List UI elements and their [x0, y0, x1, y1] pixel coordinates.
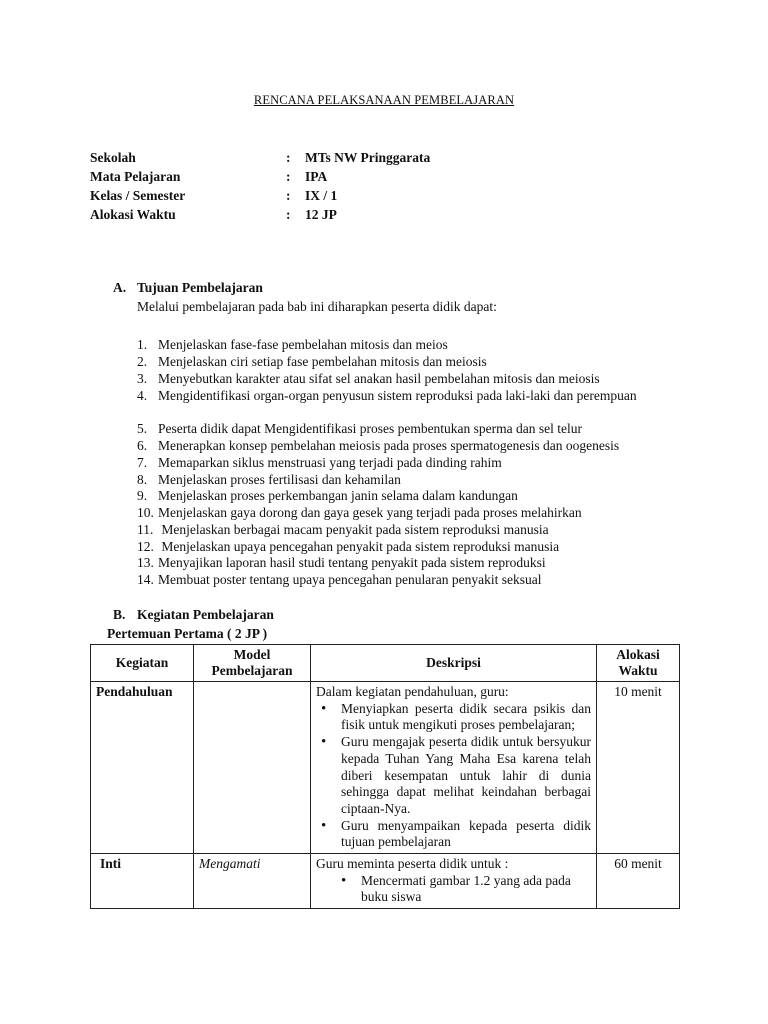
info-value: IX / 1	[305, 188, 338, 203]
item-text: Menjelaskan upaya pencegahan penyakit pada sistem reproduksi manusia	[158, 539, 560, 554]
info-value: MTs NW Pringgarata	[305, 150, 431, 165]
item-number: 8.	[137, 472, 148, 487]
item-number: 4.	[137, 388, 148, 403]
item-number: 6.	[137, 438, 148, 453]
header-kegiatan: Kegiatan	[91, 645, 194, 682]
item-text: Peserta didik dapat Mengidentifikasi proses pembentukan sperma dan sel telur	[158, 421, 583, 436]
section-a-intro: Melalui pembelajaran pada bab ini diharapkan peserta didik dapat:	[137, 299, 497, 314]
item-text: Mengidentifikasi organ-organ penyusun sistem reproduksi pada laki-laki dan perempuan	[158, 388, 637, 403]
info-value: 12 JP	[305, 207, 337, 222]
item-text: Menjelaskan proses fertilisasi dan kehamilan	[158, 472, 401, 487]
section-letter: B.	[113, 607, 126, 622]
document-title: RENCANA PELAKSANAAN PEMBELAJARAN	[253, 93, 515, 107]
item-number: 7.	[137, 455, 148, 470]
section-title: Tujuan Pembelajaran	[137, 280, 263, 295]
table-row	[91, 854, 680, 909]
deskripsi-intro: Dalam kegiatan pendahuluan, guru:	[316, 684, 509, 699]
header-deskripsi: Deskripsi	[311, 645, 597, 682]
header-model-line2: Pembelajaran	[211, 663, 293, 678]
cell-waktu: 60 menit	[597, 854, 680, 909]
item-text: Menyebutkan karakter atau sifat sel anakan hasil pembelahan mitosis dan meiosis	[158, 371, 600, 386]
item-number: 9.	[137, 488, 148, 503]
info-colon: :	[286, 150, 291, 165]
header-alokasi-line1: Alokasi	[616, 647, 660, 662]
item-text: Menjelaskan gaya dorong dan gaya gesek yang terjadi pada proses melahirkan	[158, 505, 582, 520]
table-header-row	[91, 645, 680, 682]
item-number: 10.	[137, 505, 154, 520]
list-item: • Guru menyampaikan kepada peserta didik tujuan pembelajaran	[341, 818, 591, 851]
item-number: 3.	[137, 371, 148, 386]
list-item: • Guru mengajak peserta didik untuk bersyukur kepada Tuhan Yang Maha Esa karena telah diberi kesempatan untuk lahir di dunia sehingga dapat melihat keindahan berbagai ciptaan-Nya.	[341, 734, 591, 818]
section-title: Kegiatan Pembelajaran	[137, 607, 274, 622]
cell-deskripsi	[311, 682, 597, 854]
info-colon: :	[286, 169, 291, 184]
deskripsi-bullets	[316, 701, 591, 851]
item-text: Menjelaskan proses perkembangan janin selama dalam kandungan	[158, 488, 518, 503]
section-letter: A.	[113, 280, 127, 295]
table-row	[91, 682, 680, 854]
item-number: 1.	[137, 337, 148, 352]
header-alokasi-line2: Waktu	[618, 663, 658, 678]
cell-model	[194, 682, 311, 854]
item-text: Memaparkan siklus menstruasi yang terjadi pada dinding rahim	[158, 455, 502, 470]
list-item: • Menyiapkan peserta didik secara psikis dan fisik untuk mengikuti proses pembelajaran;	[341, 701, 591, 734]
info-colon: :	[286, 207, 291, 222]
info-label: Sekolah	[90, 150, 136, 165]
item-number: 13.	[137, 555, 154, 570]
item-text: Menjelaskan fase-fase pembelahan mitosis dan meios	[158, 337, 448, 352]
cell-kegiatan: Inti	[91, 854, 194, 909]
list-item: • Mencermati gambar 1.2 yang ada pada buku siswa	[361, 873, 591, 906]
item-number: 12.	[137, 539, 154, 554]
info-label: Alokasi Waktu	[90, 207, 176, 222]
meeting-heading: Pertemuan Pertama ( 2 JP )	[107, 626, 268, 641]
item-number: 11.	[137, 522, 154, 537]
info-label: Kelas / Semester	[90, 188, 186, 203]
info-colon: :	[286, 188, 291, 203]
item-text: Menjelaskan berbagai macam penyakit pada sistem reproduksi manusia	[158, 522, 549, 537]
item-number: 14.	[137, 572, 154, 587]
item-text: Menerapkan konsep pembelahan meiosis pada proses spermatogenesis dan oogenesis	[158, 438, 620, 453]
header-model-line1: Model	[233, 647, 271, 662]
info-label: Mata Pelajaran	[90, 169, 181, 184]
cell-kegiatan: Pendahuluan	[91, 682, 194, 854]
item-text: Menjelaskan ciri setiap fase pembelahan mitosis dan meiosis	[158, 354, 487, 369]
header-alokasi	[597, 645, 680, 682]
activity-table	[90, 644, 680, 909]
item-text: Menyajikan laporan hasil studi tentang penyakit pada sistem reproduksi	[158, 555, 546, 570]
deskripsi-intro: Guru meminta peserta didik untuk :	[316, 856, 509, 872]
cell-deskripsi	[311, 854, 597, 909]
header-model	[194, 645, 311, 682]
cell-model: Mengamati	[194, 854, 311, 909]
deskripsi-bullets	[316, 873, 591, 906]
item-number: 2.	[137, 354, 148, 369]
item-number: 5.	[137, 421, 148, 436]
info-value: IPA	[305, 169, 328, 184]
cell-waktu: 10 menit	[597, 682, 680, 854]
item-text: Membuat poster tentang upaya pencegahan penularan penyakit seksual	[158, 572, 542, 587]
